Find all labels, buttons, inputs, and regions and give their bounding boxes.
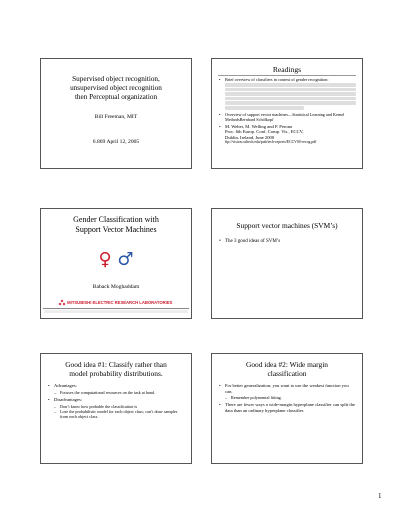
sub-bullet-text: Don’t know how probable the classification is — [60, 403, 138, 409]
faint-text-line — [225, 83, 356, 87]
slide-6 — [211, 353, 363, 464]
title-line: then Perceptual organization — [74, 93, 158, 102]
sub-bullet-dash: – — [54, 408, 57, 414]
title-line: classification — [267, 369, 307, 379]
slide-4-title: Support vector machines (SVM’s) — [236, 221, 338, 230]
sub-bullet-dash: – — [54, 389, 57, 395]
bullet-url: ftp://vision.caltech.edu/pub/tech-reports/ECCV00-recog.pdf — [225, 139, 317, 144]
sub-bullet-item — [48, 390, 185, 395]
bullet-text: The 3 good ideas of SVM’s — [225, 239, 281, 244]
bullet-text: Advantages: — [54, 383, 77, 388]
title-line: Good idea #2: Wide margin — [246, 360, 328, 369]
sub-bullet-dash: – — [225, 395, 228, 401]
faint-text-line — [225, 92, 356, 96]
slide-1 — [40, 58, 192, 169]
bullet-dot: • — [219, 111, 221, 117]
slide-3-author: Baback Moghaddam — [92, 284, 140, 290]
bullet-text: Disadvantages: — [54, 396, 83, 402]
slide-6-bullets — [219, 383, 356, 415]
slide-3 — [40, 208, 192, 319]
sub-bullet-text: Remember polynomial fitting. — [231, 395, 282, 401]
faint-text-line — [225, 101, 356, 105]
mitsubishi-logo-icon — [59, 300, 65, 305]
sub-bullet-dash: – — [54, 403, 57, 409]
slide-1-author: Bill Freeman, MIT — [94, 114, 138, 120]
bullet-item — [219, 124, 356, 145]
bullet-text: For better generalization, you want to use the weakest function you can. — [225, 383, 349, 394]
bullet-dot: • — [48, 396, 50, 402]
title-line: Good idea #1: Classify rather than — [65, 360, 167, 369]
bullet-text: Brief overview of classifiers in context of gender recognition: — [225, 77, 329, 82]
title-line: model probability distributions. — [69, 369, 163, 379]
bullet-item — [48, 397, 185, 403]
bullet-text: M. Weber, M. Welling and P. Perona — [225, 123, 293, 129]
bullet-text: Proc. 6th Europ. Conf. Comp. Vis., ECCV, — [225, 129, 304, 135]
slide-5-bullets — [48, 383, 185, 419]
title-line: unsupervised object recognition — [70, 84, 162, 93]
slide-6-title — [216, 360, 358, 379]
title-line: Support Vector Machines — [75, 225, 157, 234]
title-divider — [218, 75, 356, 76]
slide-5 — [40, 353, 192, 464]
page-number: 1 — [378, 492, 382, 500]
faint-text-line — [225, 106, 304, 110]
faint-text-line — [225, 88, 356, 92]
slide-5-title — [45, 360, 187, 379]
title-line: Gender Classification with — [73, 215, 159, 224]
bullet-text: Dublin, Ireland, June 2000 — [225, 134, 275, 140]
bullet-dot: • — [48, 383, 50, 388]
slide-2-bullets — [219, 77, 356, 146]
sub-bullet-text: Focuses the computational resources on the task at hand. — [60, 389, 156, 395]
bullet-item — [219, 402, 356, 413]
bullet-text: There are fewer ways a wide-margin hyperplane classifier can split the data than an ordinary hyperplane classifier. — [225, 402, 356, 413]
male-symbol-icon: ♂ — [117, 249, 134, 270]
footer-text-bar — [44, 310, 188, 313]
bullet-dot: • — [219, 402, 221, 408]
bullet-dot: • — [219, 239, 221, 244]
slide-1-date: 6.869 April 12, 2005 — [92, 139, 140, 145]
footer-divider — [43, 308, 189, 309]
slide-4-bullets — [219, 239, 356, 245]
bullet-item — [48, 383, 185, 389]
faint-text-line — [225, 97, 356, 101]
merl-logo — [59, 300, 172, 305]
slide-3-title — [41, 215, 191, 235]
gender-symbols — [41, 249, 191, 270]
sub-bullet-item — [48, 409, 185, 419]
bullet-item — [219, 239, 356, 244]
bullet-dot: • — [219, 123, 221, 129]
bullet-item — [219, 383, 356, 394]
sub-bullet-text: Lose the probabilistic model for each object class; can’t draw samples from each object class. — [60, 408, 178, 419]
title-line: Supervised object recognition, — [72, 75, 160, 83]
logo-text: MITSUBISHI ELECTRIC RESEARCH LABORATORIES — [67, 300, 173, 305]
slide-2 — [211, 58, 363, 169]
female-symbol-icon: ♀ — [98, 249, 112, 270]
slide-1-title — [47, 75, 185, 103]
bullet-dot: • — [219, 77, 221, 82]
bullet-text: Overview of support vector machines—Statistical Learning and Kernel MethodsBernhard Schölkopf — [225, 111, 345, 122]
slide-2-title: Readings — [272, 65, 302, 74]
bullet-item — [219, 112, 356, 122]
slide-4 — [211, 208, 363, 319]
bullet-dot: • — [219, 383, 221, 388]
bullet-item — [219, 77, 356, 111]
sub-bullet-item — [219, 395, 356, 400]
